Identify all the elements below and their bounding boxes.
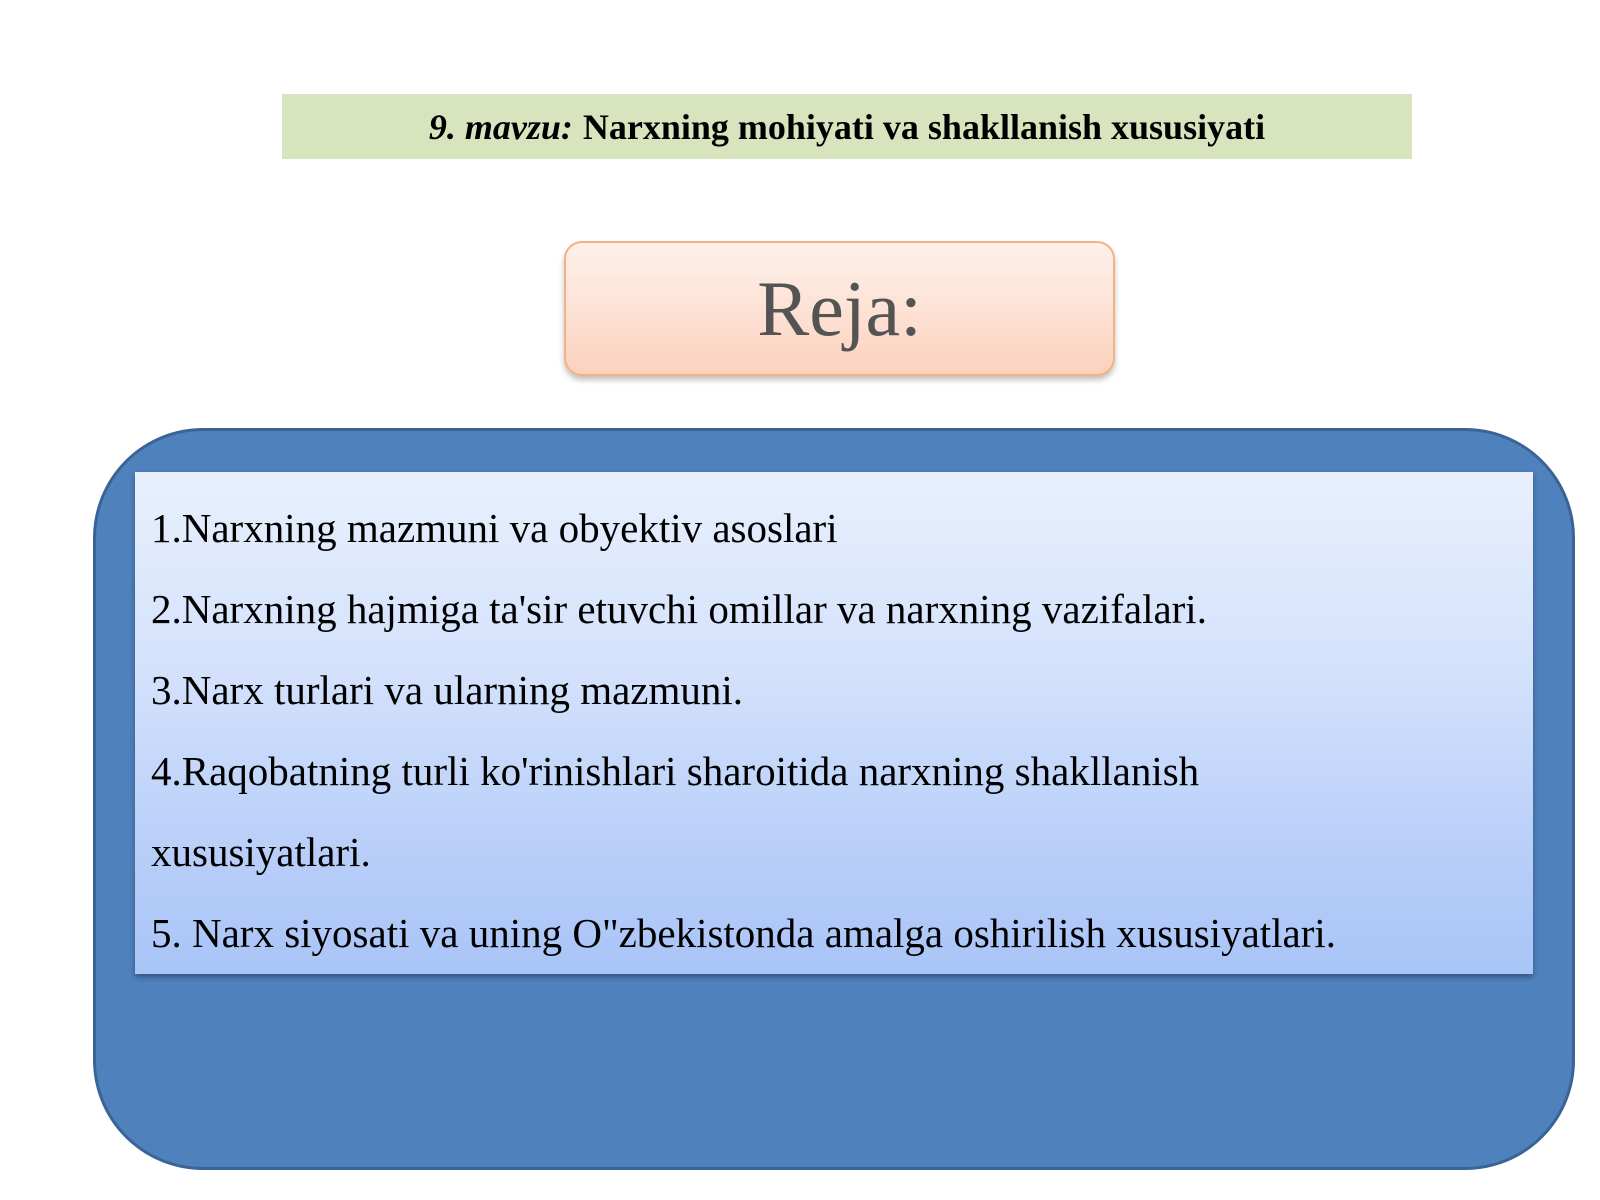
plan-item-4: 4.Raqobatning turli ko'rinishlari sharoitida narxning shakllanish (151, 748, 1200, 794)
topic-number: 9. mavzu: (428, 106, 573, 147)
plan-heading-box (564, 241, 1115, 376)
plan-item-1: 1.Narxning mazmuni va obyektiv asoslari (151, 505, 838, 551)
plan-item-4-continued: xususiyatlari. (151, 829, 371, 875)
plan-item-5: 5. Narx siyosati va uning O"zbekistonda amalga oshirilish xususiyatlari. (151, 910, 1337, 956)
topic-title-bar (282, 94, 1412, 159)
plan-heading: Reja: (757, 264, 922, 352)
plan-item-2: 2.Narxning hajmiga ta'sir etuvchi omillar va narxning vazifalari. (151, 586, 1207, 632)
topic-title: Narxning mohiyati va shakllanish xususiyati (582, 106, 1266, 147)
plan-item-3: 3.Narx turlari va ularning mazmuni. (151, 667, 744, 713)
plan-content-panel (135, 472, 1533, 974)
plan-list (151, 488, 1517, 974)
